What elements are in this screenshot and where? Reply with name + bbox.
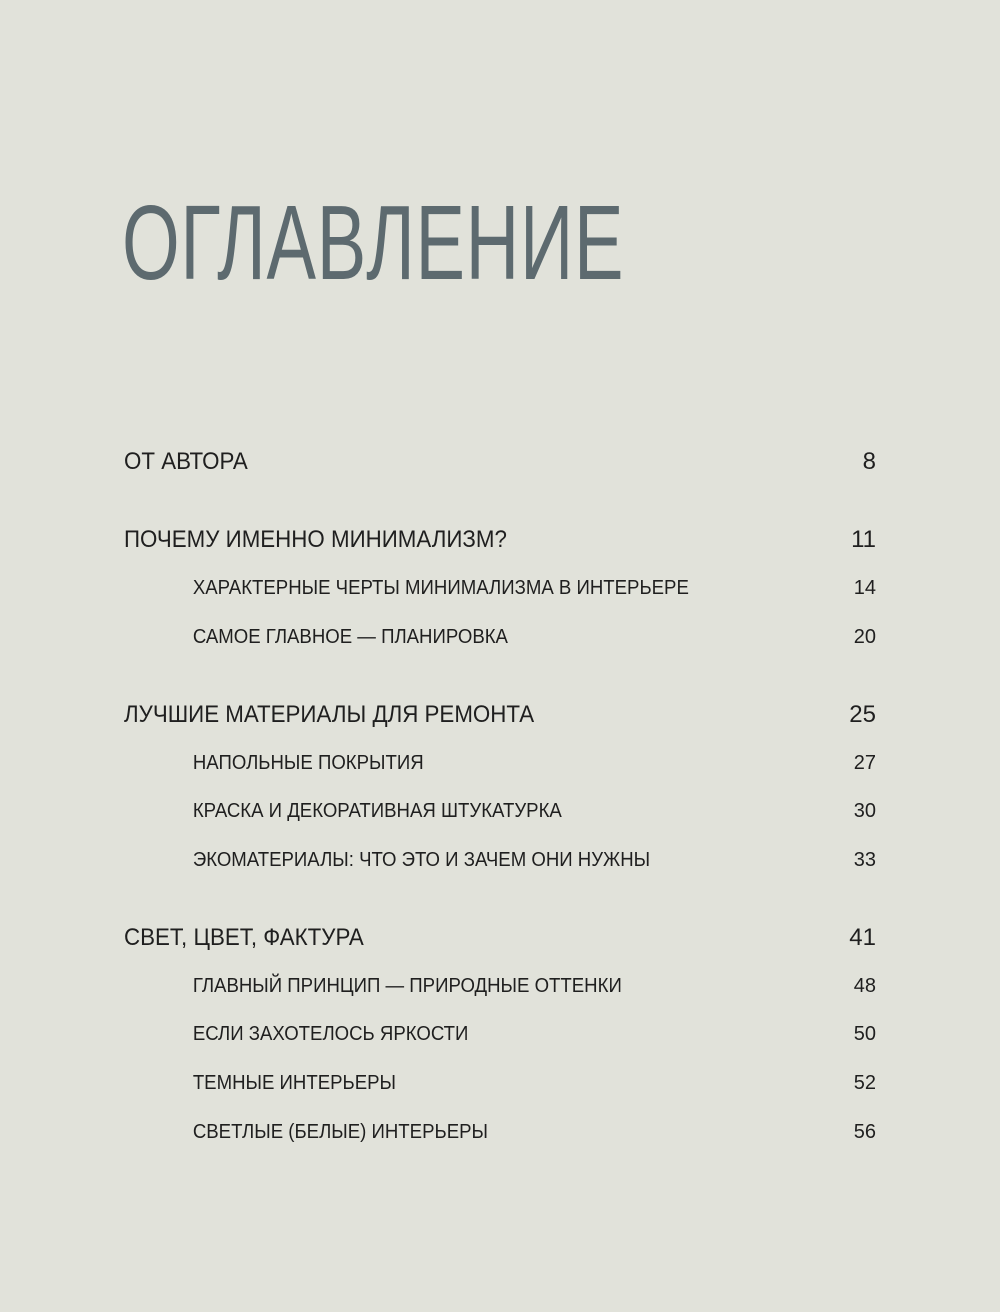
toc-page-number: 25	[849, 701, 876, 728]
toc-page-number: 33	[853, 849, 876, 871]
toc-section	[124, 847, 876, 873]
toc-section	[124, 1119, 876, 1145]
toc-page-number: 41	[849, 924, 876, 951]
toc-page-number: 50	[853, 1023, 876, 1045]
toc-entry-title: ЭКОМАТЕРИАЛЫ: ЧТО ЭТО И ЗАЧЕМ ОНИ НУЖНЫ	[192, 849, 651, 871]
toc-section	[124, 973, 876, 999]
toc-chapter	[124, 923, 876, 953]
toc-entry-title: ТЕМНЫЕ ИНТЕРЬЕРЫ	[192, 1072, 397, 1094]
toc-section	[124, 624, 876, 650]
toc-page-number: 52	[853, 1072, 876, 1094]
toc-entry-title: НАПОЛЬНЫЕ ПОКРЫТИЯ	[192, 752, 424, 774]
toc-page-number: 14	[853, 577, 876, 599]
table-of-contents	[124, 0, 876, 1312]
toc-entry-title: ОТ АВТОРА	[124, 448, 248, 475]
toc-chapter	[124, 700, 876, 730]
toc-entry-title: ЛУЧШИЕ МАТЕРИАЛЫ ДЛЯ РЕМОНТА	[124, 701, 535, 728]
toc-page-number: 56	[853, 1121, 876, 1143]
toc-page-number: 27	[853, 752, 876, 774]
toc-entry-title: ХАРАКТЕРНЫЕ ЧЕРТЫ МИНИМАЛИЗМА В ИНТЕРЬЕРЕ	[192, 577, 689, 599]
toc-entry-title: ПОЧЕМУ ИМЕННО МИНИМАЛИЗМ?	[124, 526, 507, 553]
toc-page-number: 30	[853, 800, 876, 822]
toc-section	[124, 798, 876, 824]
toc-entry-title: САМОЕ ГЛАВНОЕ — ПЛАНИРОВКА	[192, 626, 508, 648]
toc-page-number: 20	[853, 626, 876, 648]
toc-section	[124, 575, 876, 601]
toc-entry-title: ГЛАВНЫЙ ПРИНЦИП — ПРИРОДНЫЕ ОТТЕНКИ	[192, 975, 622, 997]
toc-chapter	[124, 525, 876, 555]
toc-entry-title: СВЕТ, ЦВЕТ, ФАКТУРА	[124, 924, 364, 951]
toc-entry-title: СВЕТЛЫЕ (БЕЛЫЕ) ИНТЕРЬЕРЫ	[192, 1121, 488, 1143]
toc-section	[124, 1070, 876, 1096]
toc-entry-title: КРАСКА И ДЕКОРАТИВНАЯ ШТУКАТУРКА	[192, 800, 562, 822]
toc-chapter	[124, 447, 876, 477]
toc-page-number: 48	[853, 975, 876, 997]
toc-page-number: 11	[851, 526, 876, 553]
toc-page-number: 8	[862, 448, 876, 475]
page-title: ОГЛАВЛЕНИЕ	[122, 184, 625, 302]
toc-section	[124, 1021, 876, 1047]
toc-entry-title: ЕСЛИ ЗАХОТЕЛОСЬ ЯРКОСТИ	[192, 1023, 469, 1045]
toc-section	[124, 750, 876, 776]
